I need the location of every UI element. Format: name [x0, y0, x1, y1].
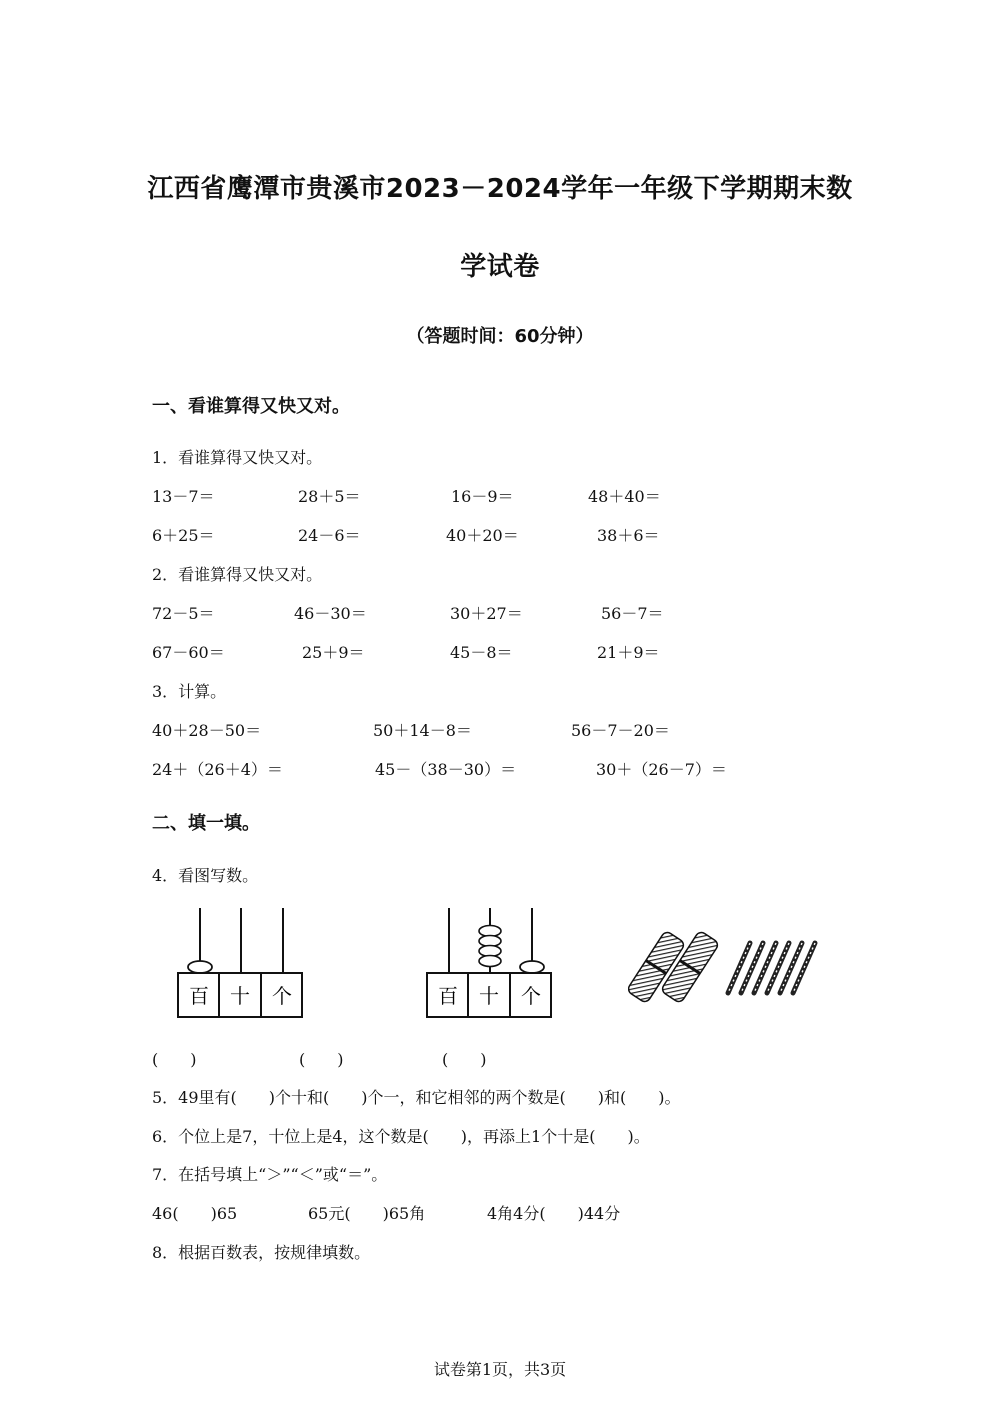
page-footer: 试卷第1页，共3页: [433, 1360, 567, 1379]
abacus-label-hundreds: 百: [189, 984, 209, 1008]
equation: 30＋（26－7）＝: [596, 760, 727, 779]
abacus-label-tens: 十: [230, 984, 250, 1008]
abacus-bead: [520, 961, 544, 973]
equation: 28＋5＝: [298, 487, 361, 506]
abacus-label-ones: 个: [272, 984, 292, 1008]
section-1-heading: 一、看谁算得又快又对。: [152, 396, 350, 417]
question-8: 8．根据百数表，按规律填数。: [152, 1243, 371, 1262]
exam-duration: （答题时间：60分钟）: [406, 326, 594, 347]
equation: 24－6＝: [298, 526, 361, 545]
question-5: 5．49里有( )个十和( )个一，和它相邻的两个数是( )和( )。: [152, 1088, 681, 1107]
answer-blank[interactable]: ( ): [152, 1050, 197, 1069]
equation: 16－9＝: [451, 487, 514, 506]
comparison-item: 4角4分( )44分: [487, 1204, 621, 1223]
abacus-bead: [479, 956, 501, 967]
answer-blank[interactable]: ( ): [299, 1050, 344, 1069]
question-7-label: 7．在括号填上“＞”“＜”或“＝”。: [152, 1165, 388, 1184]
abacus-label-ones: 个: [521, 984, 541, 1008]
equation: 48＋40＝: [588, 487, 661, 506]
equation: 38＋6＝: [597, 526, 660, 545]
abacus-label-hundreds: 百: [438, 984, 458, 1008]
abacus-figure-2: [419, 905, 559, 1023]
equation: 40＋28－50＝: [152, 721, 262, 740]
question-3-label: 3．计算。: [152, 682, 227, 701]
page-title-continued: 学试卷: [460, 252, 540, 282]
comparison-item: 46( )65: [152, 1204, 238, 1223]
equation: 67－60＝: [152, 643, 225, 662]
equation: 25＋9＝: [302, 643, 365, 662]
equation: 6＋25＝: [152, 526, 215, 545]
equation: 45－8＝: [450, 643, 513, 662]
section-2-heading: 二、填一填。: [152, 813, 260, 834]
equation: 24＋（26＋4）＝: [152, 760, 283, 779]
question-4-label: 4．看图写数。: [152, 866, 259, 885]
answer-blank[interactable]: ( ): [442, 1050, 487, 1069]
counting-sticks-figure: [628, 925, 858, 1025]
abacus-figure-1: [170, 905, 310, 1023]
equation: 72－5＝: [152, 604, 215, 623]
abacus-bead: [188, 961, 212, 973]
equation: 56－7＝: [601, 604, 664, 623]
equation: 30＋27＝: [450, 604, 523, 623]
equation: 45－（38－30）＝: [375, 760, 517, 779]
question-2-label: 2．看谁算得又快又对。: [152, 565, 323, 584]
equation: 46－30＝: [294, 604, 367, 623]
question-1-label: 1．看谁算得又快又对。: [152, 448, 323, 467]
equation: 21＋9＝: [597, 643, 660, 662]
comparison-item: 65元( )65角: [308, 1204, 426, 1223]
question-6: 6．个位上是7，十位上是4，这个数是( )，再添上1个十是( )。: [152, 1127, 650, 1146]
equation: 40＋20＝: [446, 526, 519, 545]
equation: 13－7＝: [152, 487, 215, 506]
abacus-label-tens: 十: [479, 984, 499, 1008]
page-title: 江西省鹰潭市贵溪市2023－2024学年一年级下学期期末数: [147, 174, 853, 204]
equation: 50＋14－8＝: [373, 721, 472, 740]
equation: 56－7－20＝: [571, 721, 670, 740]
